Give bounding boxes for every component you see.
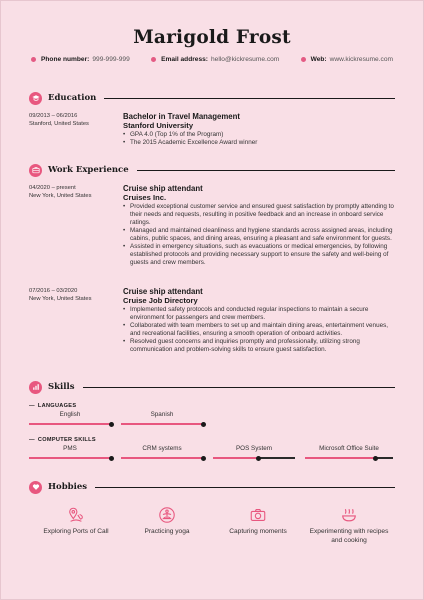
entry-bullets <box>123 131 395 147</box>
candidate-name: Marigold Frost <box>133 27 291 48</box>
section-title: Work Experience <box>48 165 129 175</box>
entry-bullets <box>123 306 395 354</box>
skill-name: Microsoft Office Suite <box>319 445 379 452</box>
camera-icon <box>249 506 267 524</box>
skill-item <box>121 445 203 459</box>
yoga-icon <box>158 506 176 524</box>
contact-web <box>301 56 393 63</box>
list-item: • GPA 4.0 (Top 1% of the Program) <box>123 131 395 139</box>
skill-track <box>29 423 111 425</box>
skill-item <box>29 445 111 459</box>
hobby-name: Practicing yoga <box>144 528 190 535</box>
list-item: • Provided exceptional customer service and ensured guest satisfaction by promptly attending to their needs and requests, resulting in positive feedback and an increase in onboard service ratings. <box>123 203 395 227</box>
skill-knob <box>256 456 261 461</box>
section-header-hobbies <box>29 480 395 494</box>
skill-group-label: — COMPUTER SKILLS <box>29 437 96 443</box>
contact-value: 999-999-999 <box>92 56 130 63</box>
skill-name: CRM systems <box>142 445 182 452</box>
skill-fill <box>305 457 375 459</box>
skill-track <box>213 457 295 459</box>
bullet-dot-icon <box>151 57 156 62</box>
skill-track <box>29 457 111 459</box>
hobby-name: Exploring Ports of Call <box>43 528 109 535</box>
bullet-dot-icon <box>31 57 36 62</box>
hobby-item <box>213 506 303 537</box>
contact-label: Web: <box>310 56 327 63</box>
skill-track <box>305 457 393 459</box>
contact-bar <box>31 56 393 63</box>
heart-icon <box>29 481 42 494</box>
section-title: Hobbies <box>48 482 88 492</box>
briefcase-icon <box>29 164 42 177</box>
skill-knob <box>373 456 378 461</box>
skill-fill <box>121 457 203 459</box>
skill-fill <box>29 457 111 459</box>
skill-fill <box>29 423 111 425</box>
section-header-skills <box>29 380 395 394</box>
contact-label: Email address: <box>161 56 209 63</box>
list-item: • Resolved guest concerns and inquiries promptly and professionally, utilizing strong communication and problem-solving skills to ensure guest satisfaction. <box>123 338 395 354</box>
skill-name: PMS <box>63 445 77 452</box>
hobby-name: Capturing moments <box>229 528 287 535</box>
cooking-bowl-icon <box>340 506 358 524</box>
entry-title: Cruise ship attendant <box>123 184 203 193</box>
section-header-experience <box>29 163 395 177</box>
list-item: • Collaborated with team members to set up and maintain dining areas, entertainment venues, and recreational facilities, ensuring a smooth operation of onboard activities. <box>123 322 395 338</box>
hobby-item <box>122 506 212 537</box>
section-header-education <box>29 91 395 105</box>
skill-knob <box>109 456 114 461</box>
skill-name: English <box>59 411 81 418</box>
contact-phone <box>31 56 130 63</box>
entry-dates: 04/2020 – present <box>29 185 76 191</box>
entry-title: Bachelor in Travel Management <box>123 112 240 121</box>
list-item: • The 2015 Academic Excellence Award winner <box>123 139 395 147</box>
list-item: • Implemented safety protocols and conducted regular inspections to maintain a secure environment for passengers and crew members. <box>123 306 395 322</box>
section-divider <box>137 170 395 171</box>
entry-org: Stanford University <box>123 121 194 130</box>
section-divider <box>104 98 395 99</box>
section-title: Skills <box>48 382 75 392</box>
skill-track <box>121 457 203 459</box>
hobby-item <box>304 506 394 545</box>
skill-item <box>29 411 111 425</box>
hobby-item <box>31 506 121 537</box>
chart-icon <box>29 381 42 394</box>
skill-item <box>213 445 295 459</box>
skill-item <box>305 445 393 459</box>
entry-location: New York, United States <box>29 193 92 199</box>
skill-name: POS System <box>235 445 273 452</box>
entry-org: Cruises Inc. <box>123 193 167 202</box>
section-divider <box>95 487 395 488</box>
bullet-dot-icon <box>301 57 306 62</box>
contact-value[interactable]: hello@kickresume.com <box>211 56 280 63</box>
skill-fill <box>213 457 258 459</box>
section-title: Education <box>48 93 97 103</box>
entry-title: Cruise ship attendant <box>123 287 203 296</box>
entry-org: Cruise Job Directory <box>123 296 198 305</box>
graduation-cap-icon <box>29 92 42 105</box>
list-item: • Managed and maintained cleanliness and hygiene standards across assigned areas, including cabins, public spaces, and dining areas, ensuring a pleasant and safe environment for guests. <box>123 227 395 243</box>
section-divider <box>83 387 395 388</box>
skill-group-label: — LANGUAGES <box>29 403 76 409</box>
entry-dates: 07/2016 – 03/2020 <box>29 288 78 294</box>
skill-fill <box>121 423 203 425</box>
entry-location: Stanford, United States <box>29 121 89 127</box>
contact-label: Phone number: <box>41 56 90 63</box>
skill-knob <box>201 422 206 427</box>
skill-knob <box>109 422 114 427</box>
entry-dates: 09/2013 – 06/2016 <box>29 113 78 119</box>
entry-bullets <box>123 203 395 267</box>
contact-value[interactable]: www.kickresume.com <box>329 56 393 63</box>
hobby-name: Experimenting with recipes and cooking <box>309 528 389 544</box>
skill-track <box>121 423 203 425</box>
map-pin-icon <box>67 506 85 524</box>
skill-name: Spanish <box>150 411 174 418</box>
contact-email <box>151 56 279 63</box>
skill-knob <box>201 456 206 461</box>
list-item: • Assisted in emergency situations, such as evacuations or medical emergencies, by following established protocols and providing necessary support to ensure the safety and well-being of guests and crew members. <box>123 243 395 267</box>
skill-item <box>121 411 203 425</box>
entry-location: New York, United States <box>29 296 92 302</box>
